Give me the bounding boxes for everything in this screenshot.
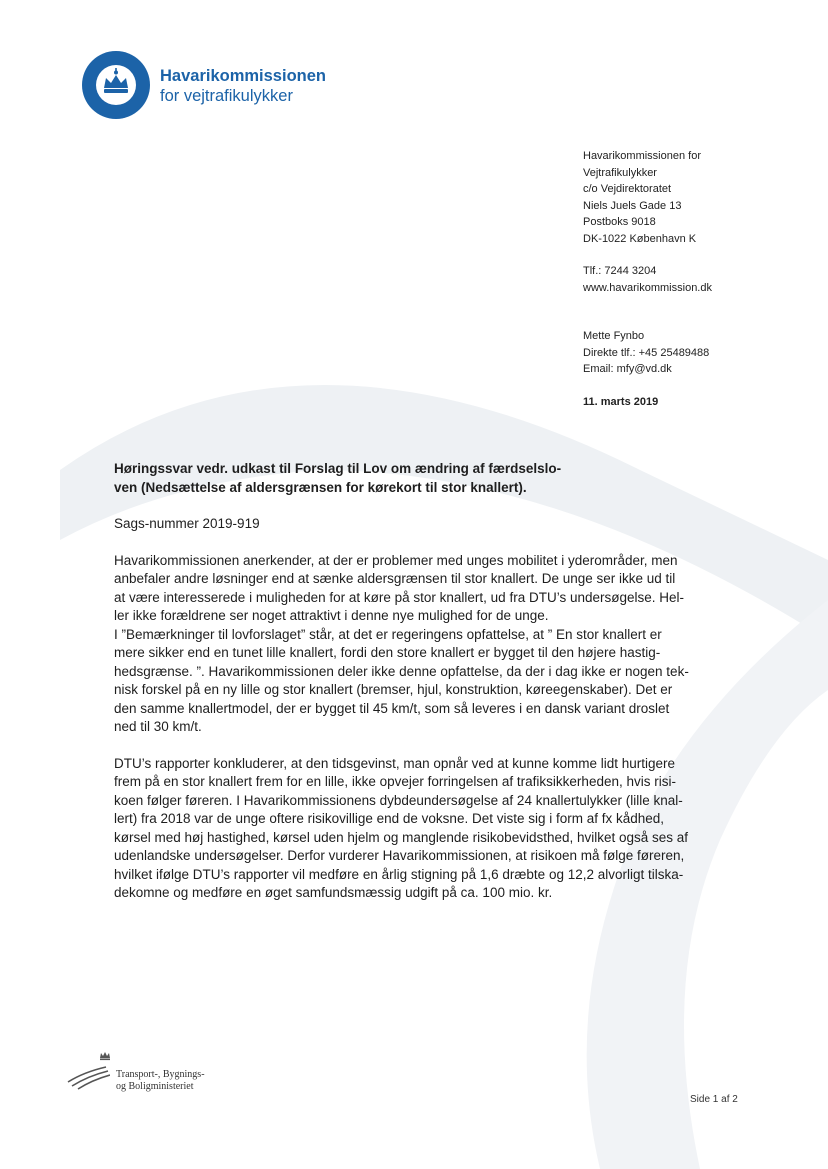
text-line: nisk forskel på en ny lille og stor knallert (bremser, hjul, konstruktion, køreegenskaber). Det er — [114, 682, 673, 697]
website: www.havarikommission.dk — [583, 281, 712, 294]
text-line: hvilket ifølge DTU’s rapporter vil medføre en årlig stigning på 1,6 dræbte og 12,2 alvorligt tilska- — [114, 866, 684, 882]
address-line: Niels Juels Gade 13 — [583, 199, 682, 212]
text-line: den samme knallertmodel, der er bygget til 45 km/t, som så leveres i en dansk variant droslet — [114, 700, 670, 716]
letter-date: 11. marts 2019 — [583, 395, 659, 408]
case-number: Sags-nummer 2019-919 — [114, 516, 260, 531]
text-line: ler ikke forældrene ser noget attraktivt i denne nye mulighed for de unge. — [114, 608, 549, 623]
brand-name-line1: Havarikommissionen — [160, 67, 326, 85]
text-line: DTU’s rapporter konkluderer, at den tidsgevinst, man opnår ved at kunne komme lidt hurtigere — [114, 755, 676, 771]
text-line: lert) fra 2018 var de unge oftere risikovillige end de voksne. Det viste sig i form af fx kådhed, — [114, 811, 665, 826]
brand-name-line2: for vejtrafikulykker — [160, 87, 293, 105]
letter-body — [114, 460, 746, 921]
sender-address-block — [583, 148, 712, 410]
page-number: Side 1 af 2 — [690, 1094, 738, 1105]
text-line: Havarikommissionen anerkender, at der er problemer med unges mobilitet i yderområder, men — [114, 552, 678, 568]
ministry-name-line2: og Boligministeriet — [116, 1081, 194, 1092]
text-line: frem på en stor knallert frem for en lille, ikke opvejer forringelsen af trafiksikkerheden, hvis risi- — [114, 774, 676, 789]
address-line: Postboks 9018 — [583, 216, 656, 228]
title-line: Høringssvar vedr. udkast til Forslag til Lov om ændring af færdselslo- — [114, 461, 562, 476]
address-line: c/o Vejdirektoratet — [583, 183, 672, 195]
crown-road-icon — [66, 1050, 110, 1090]
text-line: dekomne og medføre en øget samfundsmæssig udgift på ca. 100 mio. kr. — [114, 885, 553, 900]
text-line: hedsgrænse. ”. Havarikommissionen deler ikke denne opfattelse, da der i dag ikke er nogen tek- — [114, 663, 689, 679]
text-line: koen følger føreren. I Havarikommissionens dybdeundersøgelse af 24 knallertulykker (lille knal- — [114, 792, 683, 808]
paragraph-1 — [114, 552, 746, 737]
text-line: I ”Bemærkninger til lovforslaget” står, at det er regeringens opfattelse, at ” En stor knallert er — [114, 626, 662, 642]
contact-email: Email: mfy@vd.dk — [583, 363, 672, 375]
ministry-logo — [66, 1050, 110, 1090]
ministry-name-line1: Transport-, Bygnings- — [116, 1069, 205, 1080]
paragraph-2 — [114, 755, 746, 903]
text-line: at være interesserede i muligheden for at køre på stor knallert, ud fra DTU’s undersøgelse. Hel- — [114, 589, 684, 605]
brand-name — [160, 66, 326, 106]
phone-number: Tlf.: 7244 3204 — [583, 265, 657, 277]
crown-icon — [82, 51, 150, 119]
address-line: Vejtrafikulykker — [583, 166, 657, 179]
contact-phone: Direkte tlf.: +45 25489488 — [583, 346, 710, 359]
ministry-name — [116, 1069, 205, 1093]
text-line: mere sikker end en tunet lille knallert, fordi den store knallert er bygget til den højere hastig- — [114, 645, 661, 660]
address-line: DK-1022 København K — [583, 232, 697, 245]
address-line: Havarikommissionen for — [583, 150, 701, 162]
text-line: udenlandske undersøgelser. Derfor vurderer Havarikommissionen, at risikoen må følge føreren, — [114, 848, 685, 863]
text-line: kørsel med høj hastighed, kørsel uden hjelm og manglende risikobevidsthed, hvilket også ses af — [114, 829, 689, 845]
letter-title — [114, 460, 746, 497]
text-line: ned til 30 km/t. — [114, 719, 202, 734]
logo — [82, 51, 150, 119]
title-line: ven (Nedsættelse af aldersgrænsen for kørekort til stor knallert). — [114, 479, 527, 495]
text-line: anbefaler andre løsninger end at sænke aldersgrænsen til stor knallert. De unge ser ikke ud til — [114, 571, 676, 586]
contact-name: Mette Fynbo — [583, 330, 645, 342]
